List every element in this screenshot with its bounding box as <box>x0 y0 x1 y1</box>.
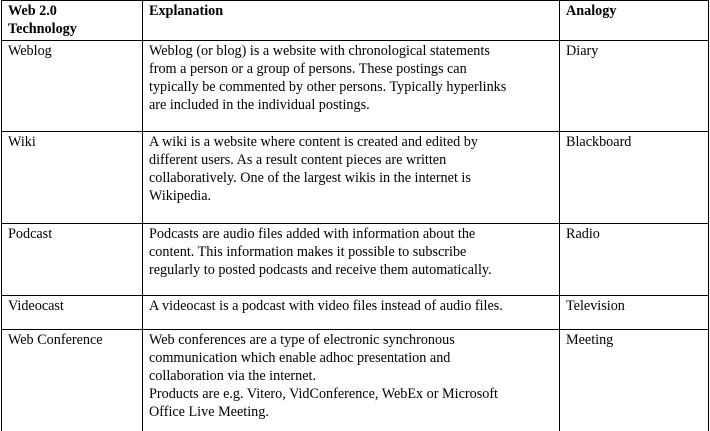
analogy-cell: Blackboard <box>560 132 709 224</box>
analogy-cell: Television <box>560 296 709 330</box>
table-row <box>2 41 709 132</box>
analogy-cell: Diary <box>560 41 709 132</box>
explanation-cell: A wiki is a website where content is created and edited by different users. As a result content pieces are written collaboratively. One of the largest wikis in the internet is Wikipedia. <box>143 132 560 224</box>
analogy-cell: Radio <box>560 224 709 296</box>
analogy-cell: Meeting <box>560 330 709 431</box>
table-row <box>2 132 709 224</box>
technology-cell: Wiki <box>2 132 143 224</box>
explanation-cell: Podcasts are audio files added with information about the content. This information makes it possible to subscribe regularly to posted podcasts and receive them automatically. <box>143 224 560 296</box>
table-header-row <box>2 1 709 41</box>
technology-cell: Weblog <box>2 41 143 132</box>
table-row <box>2 296 709 330</box>
explanation-cell: A videocast is a podcast with video files instead of audio files. <box>143 296 560 330</box>
web20-technology-table <box>1 0 709 431</box>
header-technology: Web 2.0 Technology <box>2 1 143 41</box>
technology-cell: Videocast <box>2 296 143 330</box>
table-row <box>2 224 709 296</box>
header-explanation: Explanation <box>143 1 560 41</box>
technology-cell: Podcast <box>2 224 143 296</box>
table-row <box>2 330 709 431</box>
explanation-cell: Weblog (or blog) is a website with chronological statements from a person or a group of persons. These postings can typically be commented by other persons. Typically hyperlinks are included in the individual postings. <box>143 41 560 132</box>
technology-cell: Web Conference <box>2 330 143 431</box>
header-analogy: Analogy <box>560 1 709 41</box>
explanation-cell: Web conferences are a type of electronic synchronous communication which enable adhoc presentation and collaboration via the internet. Products are e.g. Vitero, VidConference, WebEx or Microsoft Office Live Meeting. <box>143 330 560 431</box>
